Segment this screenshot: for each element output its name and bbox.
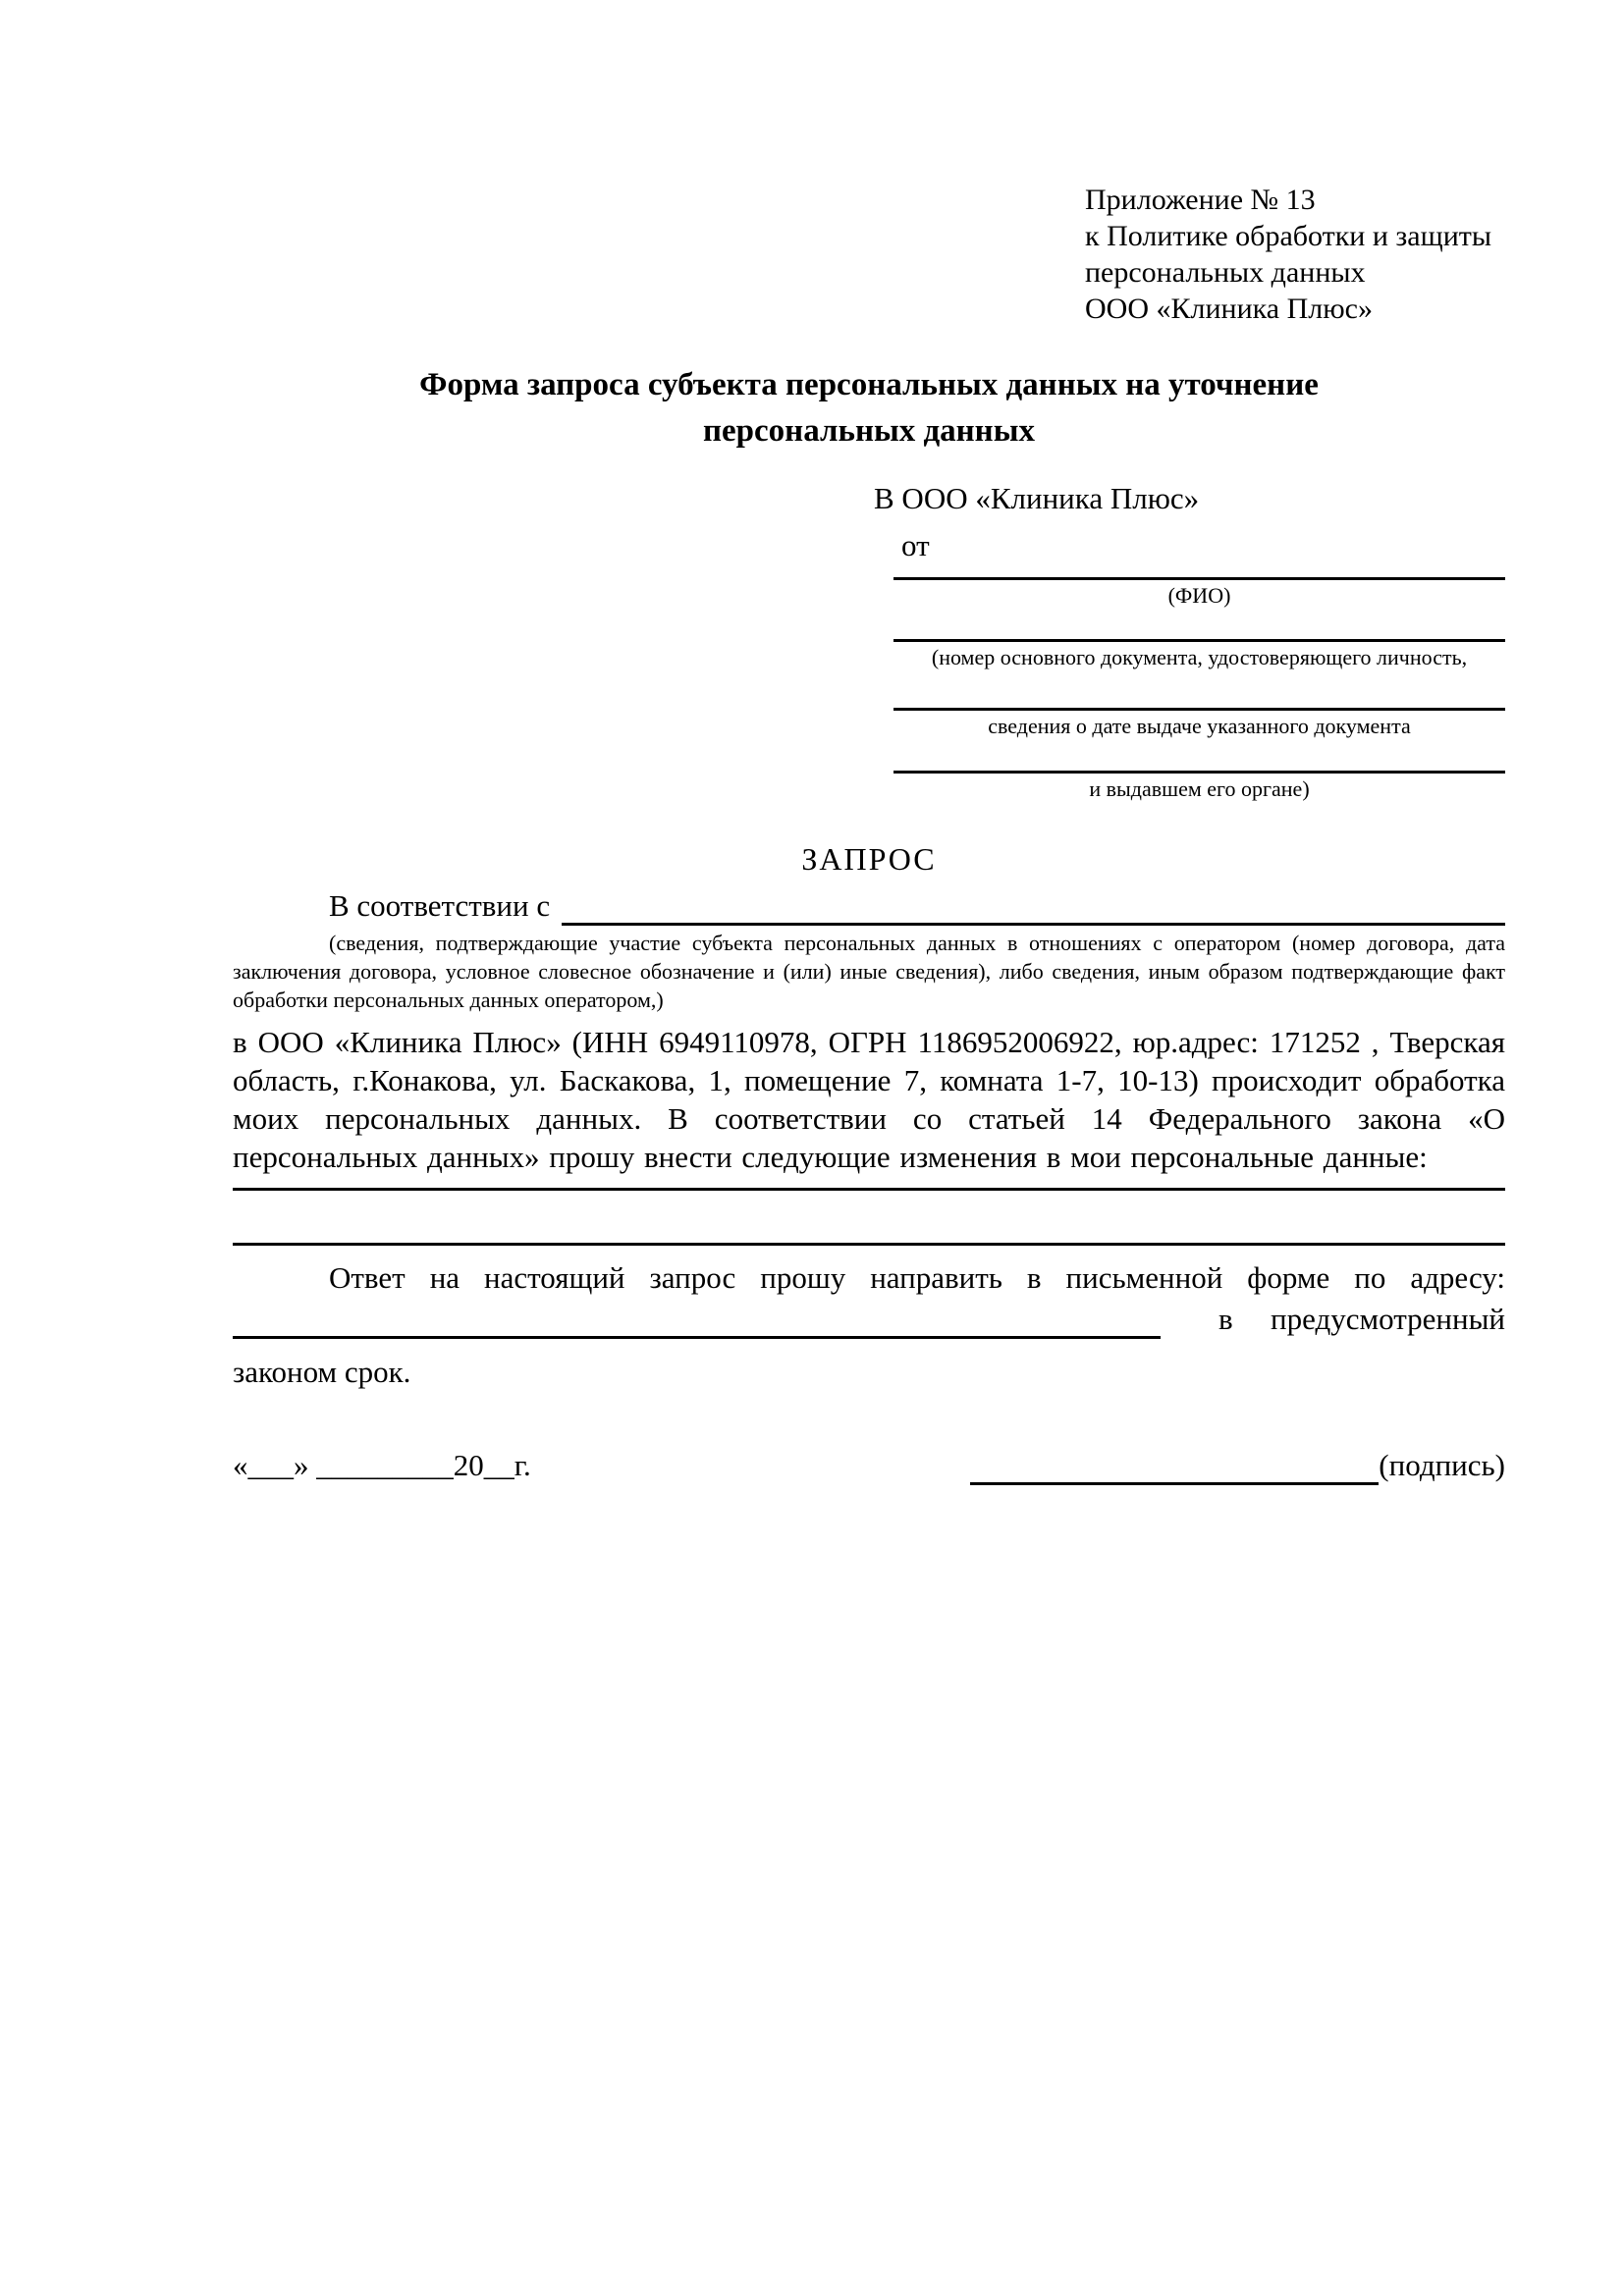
signature-caption: (подпись) [1379,1448,1505,1482]
signature-group [970,1446,1505,1485]
page-title [285,362,1453,454]
signature-line [970,1459,1379,1485]
field-issue-date-caption: сведения о дате выдаче указанного документа [988,714,1411,738]
from-label: от [901,528,930,562]
field-issuing-authority [893,771,1505,802]
field-fio-caption: (ФИО) [1167,583,1231,608]
appendix-block [1085,182,1505,327]
request-heading: ЗАПРОС [801,841,937,877]
body-paragraph: в ООО «Клиника Плюс» (ИНН 6949110978, ОГРН 1186952006922, юр.адрес: 171252 , Тверская область, г.Конакова, ул. Баскакова, 1, помещение 7, комната 1-7, 10-13) происходит обработка моих персональных данных. В соответствии со статьей 14 Федерального закона «О персональных данных» прошу внести следующие изменения в мои персональные данные: [233,1025,1505,1174]
page-title-line: Форма запроса субъекта персональных данных на уточнение [419,367,1319,402]
addressee-block [874,479,1505,802]
intro-blank-line [562,889,1505,926]
reply-tail: законом срок. [233,1355,411,1389]
appendix-line: к Политике обработки и защиты [1085,220,1492,252]
signature-row [233,1446,1505,1485]
intro-line [233,886,1505,926]
page-title-line: персональных данных [703,413,1035,449]
field-issuing-authority-caption: и выдавшем его органе) [1089,776,1310,801]
field-document-number [893,639,1505,670]
footnote: (сведения, подтверждающие участие субъекта персональных данных в отношениях с оператором (номер договора, дата заключения договора, условное словесное обозначение и (или) иные сведения), либо сведения, иным образом подтверждающие факт обработки персональных данных оператором,) [233,931,1505,1012]
blank-answer-line-1 [233,1188,1505,1191]
date-blank: «___» _________20__г. [233,1448,531,1482]
appendix-line: персональных данных [1085,256,1366,289]
field-issue-date [893,708,1505,739]
document-content [233,0,1505,1485]
reply-blank-line [233,1314,1161,1339]
field-document-number-caption: (номер основного документа, удостоверяющего личность, [931,645,1468,669]
field-fio [893,577,1505,609]
addressee-org: В ООО «Клиника Плюс» [874,481,1200,515]
reply-blank-row [233,1300,1505,1339]
appendix-line: Приложение № 13 [1085,184,1316,216]
intro-text: В соответствии с [329,888,551,923]
appendix-line: ООО «Клиника Плюс» [1085,293,1373,325]
blank-answer-line-2 [233,1243,1505,1246]
reply-suffix: в предусмотренный [1218,1302,1505,1336]
reply-paragraph: Ответ на настоящий запрос прошу направить в письменной форме по адресу: [329,1260,1505,1295]
